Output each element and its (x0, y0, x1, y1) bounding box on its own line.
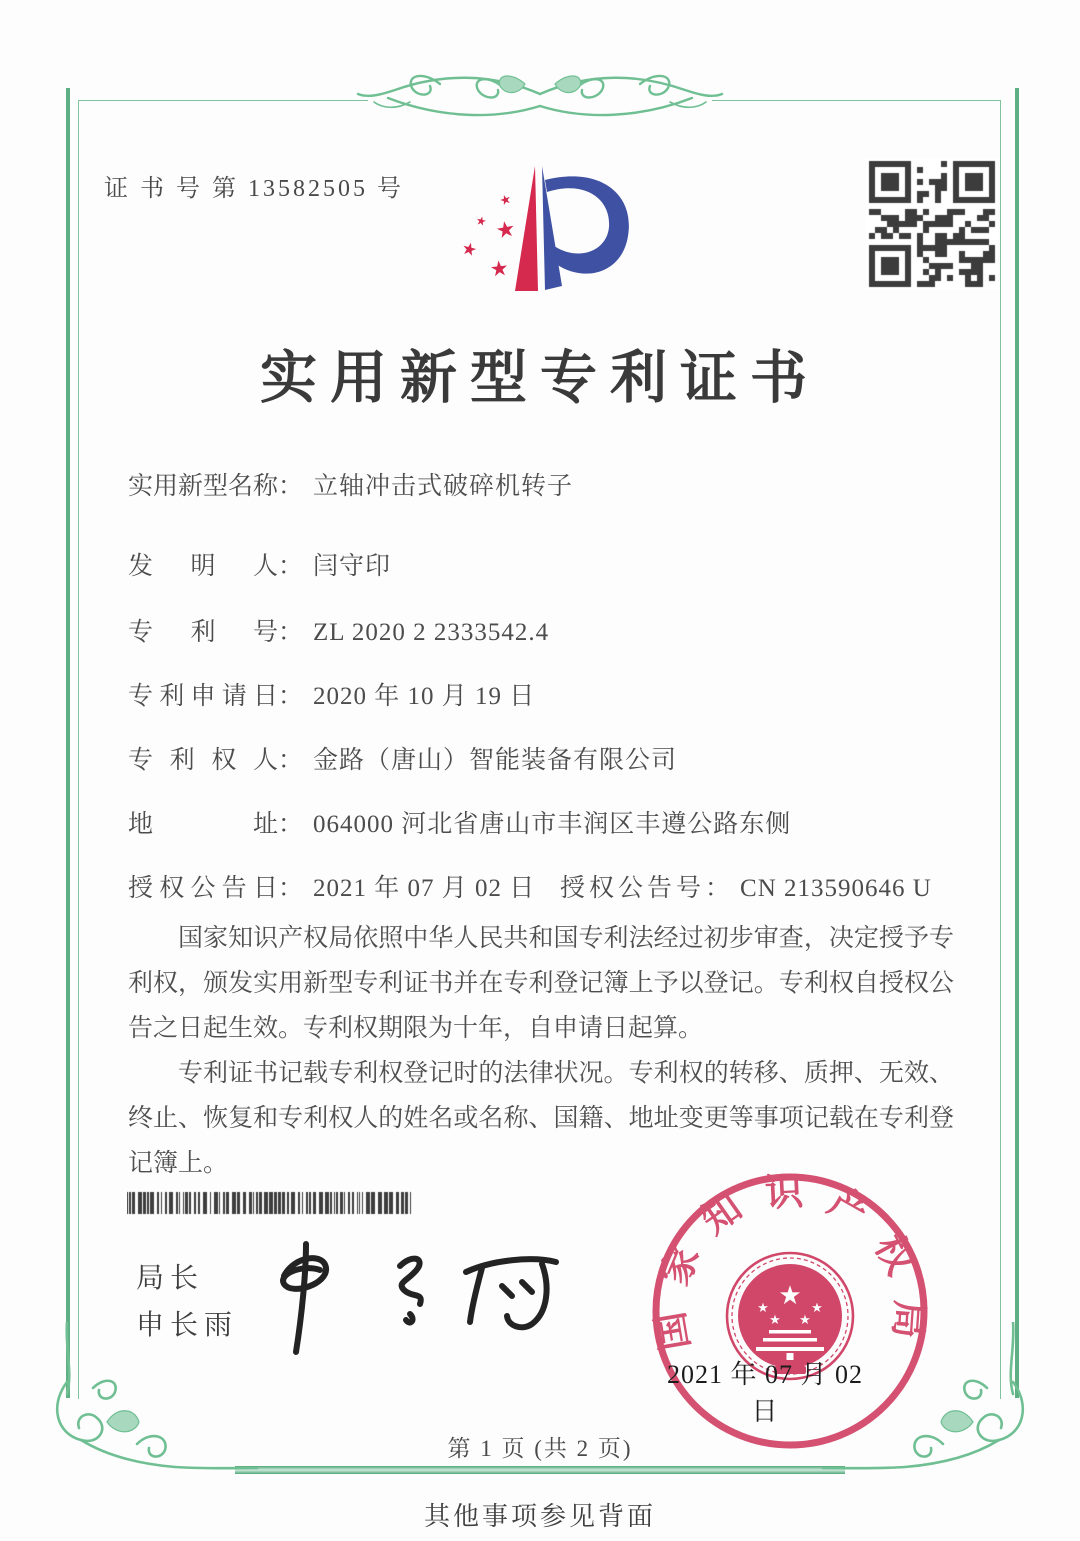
logo-star-icon: ★ (488, 255, 510, 282)
certificate-title: 实用新型专利证书 (260, 347, 820, 410)
field-colon: ： (278, 875, 304, 902)
field-label: 授权公告日 (128, 875, 278, 902)
field-row-patent-number (128, 612, 952, 646)
field-value: 闫守印 (313, 553, 392, 580)
field-value: CN 213590646 U (740, 875, 932, 902)
field-label: 发明人 (128, 553, 278, 580)
field-label: 地址 (128, 811, 278, 838)
field-value: ZL 2020 2 2333542.4 (313, 619, 550, 646)
border-frame-bottom-rule (235, 1466, 845, 1474)
field-label: 授权公告号 (560, 875, 706, 902)
field-colon: ： (705, 875, 731, 902)
grant-number-pair (560, 868, 932, 904)
field-row-inventor (128, 546, 952, 580)
certificate-number: 证 书 号 第 13582505 号 (104, 176, 404, 202)
seal-arc-text: 国家知识产权局 (649, 1171, 930, 1354)
qr-code (866, 158, 998, 290)
seal-date: 2021 年 07 月 02 日 (666, 1360, 863, 1426)
field-colon: ： (278, 811, 304, 838)
field-colon: ： (278, 683, 304, 710)
field-colon: ： (278, 553, 304, 580)
field-value: 立轴冲击式破碎机转子 (313, 473, 574, 500)
field-row-grant (128, 868, 952, 902)
logo-star-icon: ★ (493, 215, 518, 244)
field-value: 金路（唐山）智能装备有限公司 (313, 747, 678, 774)
legal-text (128, 916, 954, 1186)
field-label: 专利号 (128, 619, 278, 646)
emblem-star-icon: ★ (799, 1312, 811, 1327)
field-label: 专利权人 (128, 747, 278, 774)
emblem-star-icon: ★ (811, 1300, 823, 1315)
page-number: 第 1 页 (共 2 页) (447, 1436, 633, 1461)
field-colon: ： (278, 473, 304, 500)
field-value: 064000 河北省唐山市丰润区丰遵公路东侧 (313, 811, 792, 838)
cnipa-logo-icon (448, 150, 648, 322)
field-row-filing-date (128, 676, 952, 710)
field-value: 2021 年 07 月 02 日 (313, 875, 536, 902)
logo-star-icon: ★ (459, 238, 480, 261)
logo-star-icon: ★ (474, 213, 488, 230)
field-label: 专利申请日 (128, 683, 278, 710)
back-note: 其他事项参见背面 (423, 1502, 656, 1531)
legal-paragraph-1: 国家知识产权局依照中华人民共和国专利法经过初步审查，决定授予专利权，颁发实用新型专利证书并在专利登记簿上予以登记。专利权自授权公告之日起生效。专利权期限为十年，自申请日起算。 (128, 925, 954, 1042)
field-row-address (128, 804, 952, 838)
director-title: 局长 (136, 1262, 205, 1293)
field-colon: ： (278, 747, 304, 774)
emblem-star-icon: ★ (778, 1281, 802, 1310)
director-name: 申长雨 (136, 1309, 239, 1340)
top-flourish-ornament-icon (340, 54, 740, 146)
field-label: 实用新型名称 (128, 473, 279, 500)
logo-star-icon: ★ (497, 190, 514, 209)
barcode (127, 1190, 417, 1216)
field-row-name (128, 466, 952, 500)
bottom-left-flourish-icon (45, 1322, 260, 1482)
emblem-star-icon: ★ (769, 1312, 781, 1327)
field-colon: ： (278, 619, 304, 646)
director-signature-icon (250, 1238, 570, 1356)
legal-paragraph-2: 专利证书记载专利权登记时的法律状况。专利权的转移、质押、无效、终止、恢复和专利权人的姓名或名称、国籍、地址变更等事项记载在专利登记簿上。 (128, 1060, 954, 1177)
field-value: 2020 年 10 月 19 日 (313, 683, 536, 710)
emblem-star-icon: ★ (757, 1300, 769, 1315)
field-row-patentee (128, 740, 952, 774)
